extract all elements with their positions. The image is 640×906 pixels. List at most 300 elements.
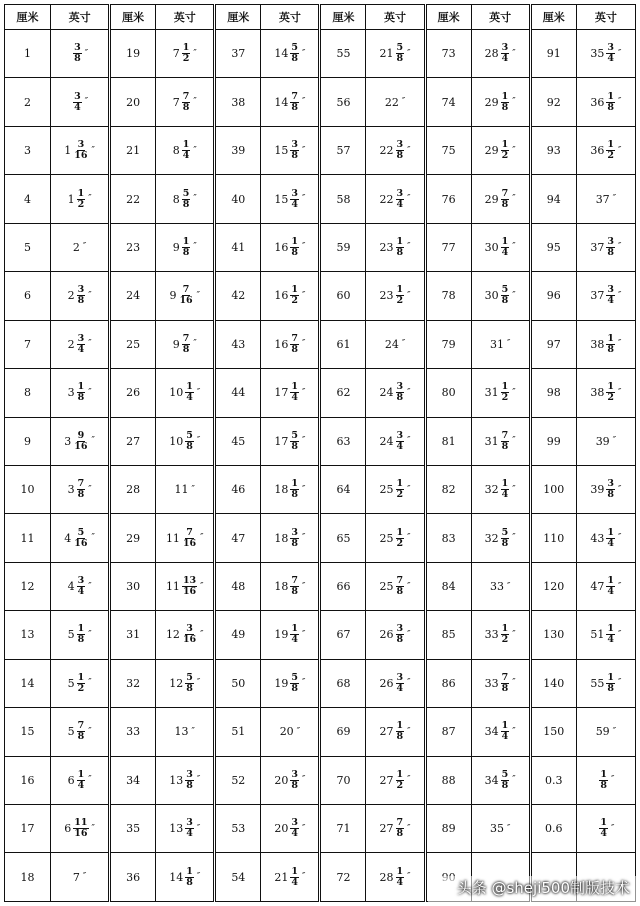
inch-fraction-part [501,721,510,742]
inch-fraction-part [290,867,299,888]
inch-fraction [274,818,305,839]
inch-fraction [71,92,88,113]
inch-fraction-part [501,189,510,210]
inch-fraction [590,528,621,549]
inch-mark: ″ [91,436,95,447]
inch-whole: 43 [590,531,605,545]
inch-whole: 29 [484,95,499,109]
header-inch: 英寸 [156,5,215,30]
inch-value [261,223,320,271]
inch-whole: 8 [172,192,180,206]
cm-value: 8 [5,369,51,417]
fraction-denominator: 4 [607,634,614,646]
inch-mark: ″ [302,387,306,398]
fraction-numerator: 3 [291,817,298,829]
inch-mark: ″ [302,872,306,883]
inch-whole: 59 [595,725,610,739]
fraction-numerator: 5 [291,429,298,441]
table-row [5,126,636,174]
header-cm: 厘米 [320,5,366,30]
inch-value [576,611,635,659]
fraction-denominator: 16 [74,150,88,162]
cm-value: 71 [320,805,366,853]
inch-fraction [280,725,300,738]
inch-value [576,756,635,804]
inch-fraction-part [501,770,510,791]
fraction-numerator: 1 [501,623,509,635]
inch-mark: ″ [302,242,306,253]
inch-fraction [274,528,305,549]
inch-mark: ″ [302,48,306,59]
cm-value: 77 [425,223,471,271]
cm-value: 57 [320,126,366,174]
inch-value [156,272,215,320]
inch-fraction-part [396,479,405,500]
inch-fraction-part [396,867,405,888]
inch-whole: 13 [174,725,189,739]
inch-value [156,465,215,513]
inch-whole: 4 [67,580,75,594]
inch-fraction [485,673,516,694]
fraction-denominator: 8 [396,731,404,743]
fraction-denominator: 8 [77,489,85,501]
inch-fraction-part [396,721,405,742]
fraction-denominator: 4 [77,586,85,598]
inch-value [576,514,635,562]
cm-value: 6 [5,272,51,320]
fraction-numerator: 7 [77,720,85,732]
inch-fraction [485,479,516,500]
header-cm: 厘米 [530,5,576,30]
inch-fraction [64,818,95,839]
inch-mark: ″ [91,823,95,834]
inch-fraction-part [501,140,510,161]
inch-value [471,223,530,271]
cm-value: 39 [215,126,261,174]
inch-value [471,78,530,126]
inch-mark: ″ [196,387,201,398]
inch-mark: ″ [88,726,92,737]
fraction-denominator: 4 [607,295,614,307]
cm-value: 17 [5,805,51,853]
fraction-numerator: 1 [396,284,404,296]
inch-fraction [274,576,305,597]
fraction-denominator: 8 [396,53,404,65]
fraction-denominator: 4 [77,779,85,791]
inch-value [366,756,425,804]
inch-fraction [380,867,411,888]
cm-value: 50 [215,659,261,707]
cm-value: 87 [425,708,471,756]
inch-fraction-part [182,189,191,210]
inch-mark: ″ [407,290,411,301]
inch-fraction-part [501,528,510,549]
cm-value: 130 [530,611,576,659]
inch-mark: ″ [88,339,92,350]
inch-mark: ″ [407,678,411,689]
cm-value: 80 [425,369,471,417]
inch-value [261,272,320,320]
inch-whole: 20 [274,773,289,787]
inch-fraction [485,721,516,742]
inch-value [261,611,320,659]
inch-fraction [274,92,305,113]
fraction-denominator: 8 [501,537,509,549]
inch-mark: ″ [506,581,511,592]
inch-fraction-part [73,43,82,64]
fraction-numerator: 1 [396,768,404,780]
inch-value [261,853,320,902]
inch-mark: ″ [512,387,516,398]
inch-mark: ″ [302,533,306,544]
cm-value: 92 [530,78,576,126]
header-row [5,5,636,30]
inch-fraction-part [182,528,197,549]
inch-whole: 37 [595,192,610,206]
fraction-denominator: 8 [607,101,614,113]
inch-whole: 37 [590,240,605,254]
inch-mark: ″ [302,339,306,350]
fraction-numerator: 1 [501,90,509,102]
inch-value [366,30,425,78]
inch-mark: ″ [401,97,406,108]
cm-value: 10 [5,465,51,513]
fraction-denominator: 2 [77,682,85,694]
cm-value: 51 [215,708,261,756]
inch-mark: ″ [611,823,615,834]
fraction-denominator: 16 [182,537,197,549]
inch-fraction [274,479,305,500]
inch-fraction [169,867,200,888]
inch-fraction [596,435,616,448]
fraction-numerator: 7 [182,284,190,296]
inch-fraction-part [77,334,86,355]
inch-value [156,659,215,707]
inch-value [261,320,320,368]
fraction-denominator: 8 [186,779,193,791]
fraction-denominator: 8 [77,634,85,646]
table-row [5,514,636,562]
inch-mark: ″ [618,97,622,108]
cm-value: 32 [110,659,156,707]
inch-fraction-part [501,43,510,64]
inch-value [366,417,425,465]
inch-mark: ″ [407,194,411,205]
inch-fraction [274,237,305,258]
inch-mark: ″ [302,581,306,592]
table-row [5,659,636,707]
inch-fraction-part [185,673,194,694]
cm-value: 58 [320,175,366,223]
fraction-denominator: 8 [291,682,298,694]
inch-whole: 16 [274,240,289,254]
inch-fraction [490,338,510,351]
inch-fraction-part [185,770,194,791]
fraction-numerator: 9 [77,429,85,441]
cm-value: 14 [5,659,51,707]
inch-fraction-part [182,237,191,258]
cm-value: 79 [425,320,471,368]
fraction-denominator: 4 [291,634,298,646]
inch-fraction [380,382,411,403]
inch-fraction [274,431,305,452]
inch-mark: ″ [407,533,411,544]
inch-value [51,708,110,756]
fraction-numerator: 3 [607,235,614,247]
inch-fraction-part [599,818,608,839]
cm-value: 140 [530,659,576,707]
cm-value: 89 [425,805,471,853]
inch-value [471,708,530,756]
inch-whole: 11 [165,580,180,594]
inch-whole: 15 [274,144,289,158]
cm-value: 68 [320,659,366,707]
inch-whole: 4 [64,531,72,545]
cm-value: 15 [5,708,51,756]
inch-value [261,514,320,562]
inch-fraction-part [77,285,86,306]
inch-fraction-part [290,431,299,452]
fraction-denominator: 16 [74,828,88,840]
inch-value [576,465,635,513]
fraction-numerator: 7 [291,332,298,344]
inch-whole: 28 [379,870,394,884]
cm-value: 12 [5,562,51,610]
fraction-numerator: 1 [600,817,607,829]
inch-whole: 33 [484,628,499,642]
cm-value: 94 [530,175,576,223]
fraction-denominator: 4 [77,343,85,355]
inch-fraction [380,140,411,161]
fraction-numerator: 1 [501,235,509,247]
inch-mark: ″ [512,145,516,156]
inch-fraction [169,382,200,403]
inch-whole: 37 [590,289,605,303]
cm-value: 30 [110,562,156,610]
inch-fraction [590,237,621,258]
fraction-numerator: 1 [501,381,509,393]
inch-mark: ″ [302,194,306,205]
inch-mark: ″ [618,290,622,301]
inch-value [576,175,635,223]
cm-value: 67 [320,611,366,659]
inch-fraction-part [501,382,510,403]
inch-whole: 29 [484,144,499,158]
fraction-denominator: 8 [396,150,404,162]
fraction-denominator: 4 [501,53,509,65]
fraction-denominator: 8 [291,53,298,65]
inch-mark: ″ [193,242,197,253]
inch-fraction [73,241,86,254]
inch-fraction [590,334,621,355]
inch-value [156,708,215,756]
inch-whole: 17 [274,386,289,400]
inch-fraction [166,576,204,597]
inch-fraction [485,431,516,452]
inch-whole: 33 [484,676,499,690]
inch-whole: 47 [590,580,605,594]
fraction-numerator: 3 [501,42,509,54]
inch-fraction [68,770,92,791]
fraction-denominator: 4 [396,198,404,210]
inch-value [156,78,215,126]
inch-value [261,417,320,465]
inch-fraction [274,140,305,161]
inch-value [156,805,215,853]
fraction-numerator: 3 [186,768,193,780]
inch-fraction [485,285,516,306]
inch-fraction-part [77,673,86,694]
inch-fraction-part [178,285,193,306]
inch-mark: ″ [84,97,89,108]
inch-fraction [73,871,86,884]
inch-whole: 14 [274,47,289,61]
fraction-denominator: 8 [501,198,509,210]
inch-fraction-part [501,431,510,452]
fraction-numerator: 5 [396,42,404,54]
fraction-denominator: 4 [600,828,607,840]
fraction-denominator: 8 [186,876,193,888]
cm-value: 42 [215,272,261,320]
inch-fraction [380,721,411,742]
fraction-numerator: 3 [291,768,298,780]
inch-whole: 51 [590,628,605,642]
fraction-denominator: 8 [291,246,298,258]
fraction-denominator: 2 [396,537,404,549]
cm-value: 88 [425,756,471,804]
inch-value [261,30,320,78]
inch-mark: ″ [88,581,92,592]
inch-mark: ″ [91,533,95,544]
inch-fraction-part [501,624,510,645]
inch-whole: 24 [379,386,394,400]
fraction-numerator: 1 [607,332,614,344]
inch-whole: 27 [379,822,394,836]
inch-value [576,223,635,271]
inch-fraction-part [73,528,88,549]
inch-fraction-part [290,92,299,113]
inch-fraction [380,528,411,549]
inch-fraction-part [606,673,615,694]
inch-fraction [380,673,411,694]
fraction-denominator: 16 [74,537,88,549]
inch-fraction-part [606,43,615,64]
table-row [5,562,636,610]
inch-whole: 31 [484,434,499,448]
fraction-numerator: 3 [77,575,85,587]
inch-whole: 21 [379,47,394,61]
fraction-numerator: 3 [607,42,614,54]
fraction-denominator: 4 [501,489,509,501]
cm-value: 52 [215,756,261,804]
inch-whole: 7 [172,47,180,61]
inch-whole: 26 [379,676,394,690]
inch-value [51,272,110,320]
inch-mark: ″ [302,484,306,495]
cm-value: 73 [425,30,471,78]
inch-whole: 13 [169,773,184,787]
inch-mark: ″ [91,145,95,156]
inch-mark: ″ [82,242,87,253]
cm-inch-conversion-table [4,4,636,902]
cm-value: 38 [215,78,261,126]
inch-fraction [590,624,621,645]
fraction-numerator: 1 [607,575,614,587]
inch-mark: ″ [512,629,516,640]
inch-whole: 34 [484,773,499,787]
header-cm: 厘米 [425,5,471,30]
fraction-numerator: 3 [291,139,298,151]
inch-whole: 14 [274,95,289,109]
fraction-numerator: 1 [396,478,404,490]
inch-fraction-part [73,431,88,452]
inch-mark: ″ [193,339,197,350]
inch-fraction-part [606,92,615,113]
inch-whole: 29 [484,192,499,206]
header-inch: 英寸 [576,5,635,30]
inch-fraction [385,96,405,109]
inch-mark: ″ [200,629,204,640]
fraction-denominator: 16 [179,295,193,307]
inch-value [261,805,320,853]
fraction-numerator: 3 [607,478,614,490]
table-row [5,369,636,417]
inch-value [366,853,425,902]
inch-value [366,708,425,756]
inch-whole: 10 [169,386,184,400]
fraction-denominator: 8 [607,682,614,694]
fraction-denominator: 4 [291,828,298,840]
fraction-numerator: 3 [77,139,85,151]
fraction-denominator: 8 [291,586,298,598]
inch-fraction-part [501,237,510,258]
inch-mark: ″ [88,290,92,301]
inch-fraction-part [77,479,86,500]
inch-whole: 36 [590,144,605,158]
inch-value [156,369,215,417]
inch-whole: 2 [67,337,75,351]
fraction-numerator: 3 [291,187,298,199]
inch-whole: 35 [489,822,504,836]
table-row [5,465,636,513]
inch-value [51,78,110,126]
cm-value: 60 [320,272,366,320]
inch-fraction-part [396,818,405,839]
inch-value [576,126,635,174]
cm-value: 75 [425,126,471,174]
inch-value [261,708,320,756]
cm-value: 35 [110,805,156,853]
inch-value [51,30,110,78]
inch-fraction-part [290,479,299,500]
inch-whole: 16 [274,337,289,351]
fraction-numerator: 3 [396,623,404,635]
inch-whole: 20 [274,822,289,836]
header-inch: 英寸 [261,5,320,30]
cm-value: 72 [320,853,366,902]
inch-whole: 1 [64,144,72,158]
inch-value [471,417,530,465]
cm-value: 22 [110,175,156,223]
cm-value: 53 [215,805,261,853]
table-row [5,708,636,756]
inch-value [471,30,530,78]
inch-value [261,126,320,174]
fraction-numerator: 1 [77,623,85,635]
cm-value: 98 [530,369,576,417]
inch-fraction [169,770,200,791]
inch-value [51,805,110,853]
